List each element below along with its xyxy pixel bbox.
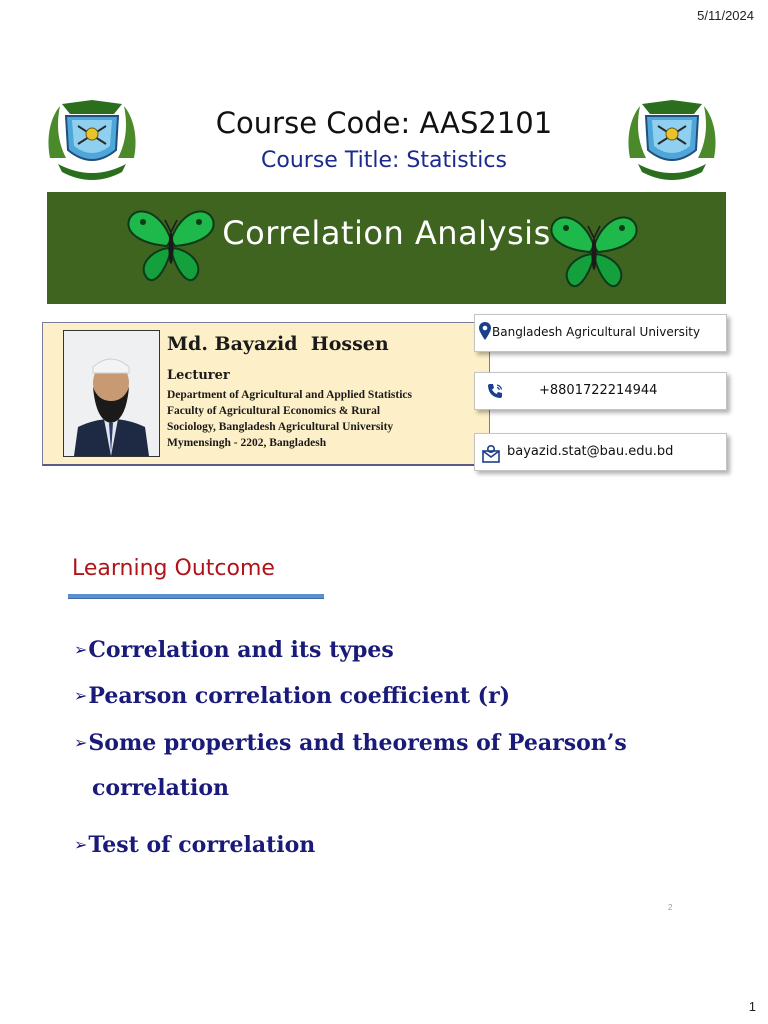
title-banner — [47, 192, 726, 304]
university-logo-right — [624, 98, 720, 186]
heading-underline — [68, 594, 324, 599]
contact-phone — [474, 372, 727, 410]
bullet-arrow-icon: ➢ — [74, 733, 88, 752]
bullet-arrow-icon: ➢ — [74, 686, 88, 705]
slide-number: 2 — [668, 903, 673, 912]
affiliation-line: Mymensingh - 2202, Bangladesh — [167, 437, 327, 449]
university-logo-left — [44, 98, 140, 186]
instructor-profile — [42, 322, 490, 466]
instructor-photo — [63, 330, 160, 457]
page-number: 1 — [748, 999, 756, 1014]
contact-email-text: bayazid.stat@bau.edu.bd — [507, 444, 674, 459]
email-icon — [481, 443, 501, 463]
bullet-arrow-icon: ➢ — [74, 835, 88, 854]
affiliation-line: Department of Agricultural and Applied Statistics — [167, 389, 413, 401]
learning-outcome-heading: Learning Outcome — [72, 556, 275, 581]
instructor-role: Lecturer — [167, 368, 230, 383]
banner-title: Correlation Analysis — [222, 214, 551, 252]
affiliation-line: Faculty of Agricultural Economics & Rural — [167, 405, 381, 417]
location-pin-icon — [479, 322, 491, 340]
outcome-item: ➢Test of correlation — [74, 832, 316, 858]
outcome-item-continuation: correlation — [92, 775, 230, 801]
bullet-arrow-icon: ➢ — [74, 640, 88, 659]
contact-location-text: Bangladesh Agricultural University — [492, 325, 701, 339]
contact-phone-text: +8801722214944 — [539, 383, 658, 398]
page-date: 5/11/2024 — [697, 8, 754, 23]
contact-location — [474, 314, 727, 352]
outcome-item: ➢Pearson correlation coefficient (r) — [74, 683, 511, 709]
contact-email — [474, 433, 727, 471]
course-title: Course Title: Statistics — [261, 148, 507, 173]
outcome-item: ➢Some properties and theorems of Pearson’s — [74, 730, 627, 756]
course-code: Course Code: AAS2101 — [215, 106, 553, 140]
outcome-item: ➢Correlation and its types — [74, 637, 394, 663]
instructor-name: Md. Bayazid Hossen — [167, 333, 389, 355]
affiliation-line: Sociology, Bangladesh Agricultural University — [167, 421, 394, 433]
butterfly-icon — [544, 206, 644, 302]
phone-icon — [487, 383, 503, 399]
